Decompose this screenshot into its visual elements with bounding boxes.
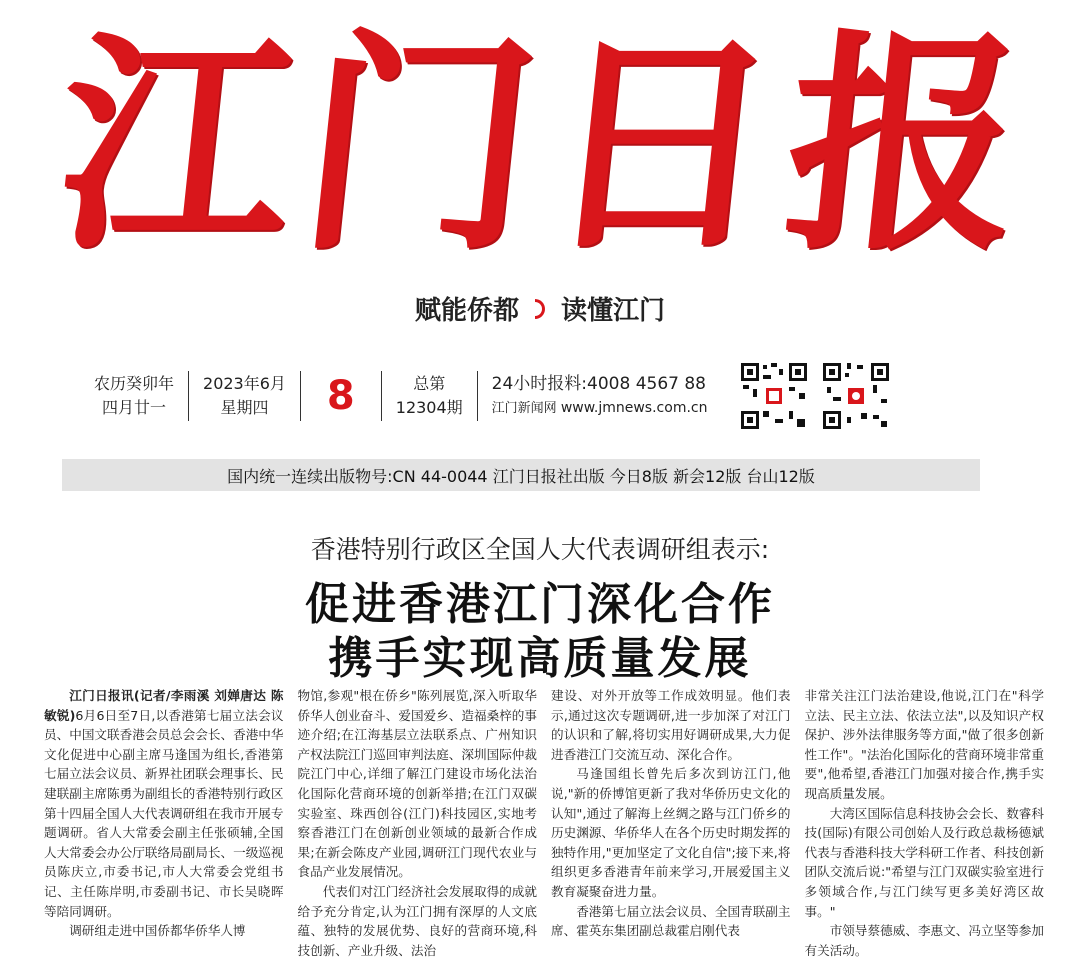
publication-bar: 国内统一连续出版物号:CN 44-0044 江门日报社出版 今日8版 新会12版 台山12版: [62, 459, 980, 491]
contact: [478, 372, 722, 421]
masthead-char: 报: [773, 8, 1035, 281]
article-paragraph: 香港第七届立法会议员、全国青联副主席、霍英东集团副总裁霍启刚代表: [551, 903, 791, 939]
slogan: [0, 290, 1080, 327]
article-paragraph: 马逢国组长曾先后多次到访江门,他说,"新的侨博馆更新了我对华侨历史文化的认知",通过了解海上丝绸之路与江门侨乡的历史渊源、华侨华人在各个历史时期发挥的独特作用,"更加坚定了文化自信";接下来,将组织更多香港青年前来学习,开展爱国主义教育凝聚奋进力量。: [551, 766, 791, 899]
issue-line1: 总第: [413, 374, 446, 393]
masthead-char: 日: [531, 8, 792, 281]
article-paragraph: [44, 686, 284, 921]
day-number: 8: [326, 373, 355, 419]
slogan-left: 赋能侨都: [414, 296, 519, 326]
slogan-mark-icon: [535, 299, 545, 319]
article-headline: 促进香港江门深化合作: [305, 579, 775, 630]
slogan-right: 读懂江门: [561, 296, 666, 326]
article-paragraph: 大湾区国际信息科技协会会长、数睿科技(国际)有限公司创始人及行政总裁杨德斌代表与香港科技大学科研工作者、科技创新团队交流后说:"希望与江门双碳实验室进行多领域合作,与江门续写更多美好湾区故事。": [804, 805, 1044, 919]
qr-code-icon: [739, 361, 809, 431]
issue-number: [382, 372, 477, 420]
date-line2: 星期四: [220, 398, 269, 417]
article-paragraph: 代表们对江门经济社会发展取得的成就给予充分肯定,认为江门拥有深厚的人文底蕴、独特的发展优势、良好的营商环境,科技创新、产业升级、法治: [297, 883, 537, 958]
lunar-line1: 农历癸卯年: [94, 374, 175, 393]
issue-line2: 12304期: [395, 398, 463, 417]
article-body: [44, 686, 1044, 971]
article-column: [805, 686, 1045, 971]
website-url[interactable]: www.jmnews.com.cn: [560, 399, 708, 416]
article-column: [551, 686, 791, 971]
article-paragraph: 调研组走进中国侨都华侨华人博: [69, 923, 246, 939]
info-bar: [80, 360, 1000, 432]
date-line1: 2023年6月: [203, 374, 286, 393]
article-column: [44, 686, 284, 971]
masthead-char: 江: [45, 8, 307, 281]
article-column: [298, 686, 538, 971]
article-paragraph: 非常关注江门法治建设,他说,江门在"科学立法、民主立法、依法立法",以及知识产权保护、涉外法律服务等方面,"做了很多创新性工作"。"法治化国际化的营商环境非常重要",他希望,香港江门加强对接合作,携手实现高质量发展。: [804, 688, 1044, 801]
article-kicker: 香港特别行政区全国人大代表调研组表示:: [310, 535, 770, 564]
masthead: [45, 8, 1035, 281]
website[interactable]: [492, 396, 708, 421]
article-byline: 江门日报讯(记者/李雨溪 刘婵唐达 陈敏锐): [44, 688, 284, 723]
article-paragraph: 市领导蔡德威、李惠文、冯立坚等参加有关活动。: [804, 923, 1044, 958]
article-headline: 携手实现高质量发展: [328, 633, 752, 684]
article-paragraph: 物馆,参观"根在侨乡"陈列展览,深入听取华侨华人创业奋斗、爱国爱乡、造福桑梓的事迹介绍;在江海基层立法联系点、广州知识产权法院江门巡回审判法庭、深圳国际仲裁院江门中心,详细了解江门建设市场化法治化国际化营商环境的创新举措;在江门双碳实验室、珠西创谷(江门)科技园区,实地考察香港江门在创新创业领域的最新合作成果;在新会陈皮产业园,调研江门现代农业与食品产业发展情况。: [297, 688, 537, 880]
lunar-line2: 四月廿一: [102, 398, 167, 417]
paragraph-text: 6月6日至7日,以香港第七届立法会议员、中国文联香港会员总会会长、香港中华文化促进中心副主席马逢国为组长,香港第七届立法会议员、新界社团联会理事长、民建联副主席陈勇为副组长的香港特别行政区第十四届全国人大代表调研组在我市开展专题调研。省人大常委会副主任张硕辅,全国人大常委会办公厅联络局副局长、一级巡视员陈庆立,市委书记,市人大常委会党组书记、主任陈岸明,市委副书记、市长吴晓晖等陪同调研。: [44, 707, 284, 919]
qr-codes: [739, 361, 891, 431]
qr-code-icon: [821, 361, 891, 431]
article-paragraph: 建设、对外开放等工作成效明显。他们表示,通过这次专题调研,进一步加深了对江门的认识和了解,将切实用好调研成果,大力促进香港江门交流互动、深化合作。: [551, 688, 791, 762]
lunar-date: [80, 372, 188, 420]
gregorian-date: [189, 372, 300, 420]
masthead-char: 门: [288, 8, 550, 281]
website-label: 江门新闻网: [491, 400, 557, 416]
hotline: 24小时报料:4008 4567 88: [491, 373, 706, 394]
